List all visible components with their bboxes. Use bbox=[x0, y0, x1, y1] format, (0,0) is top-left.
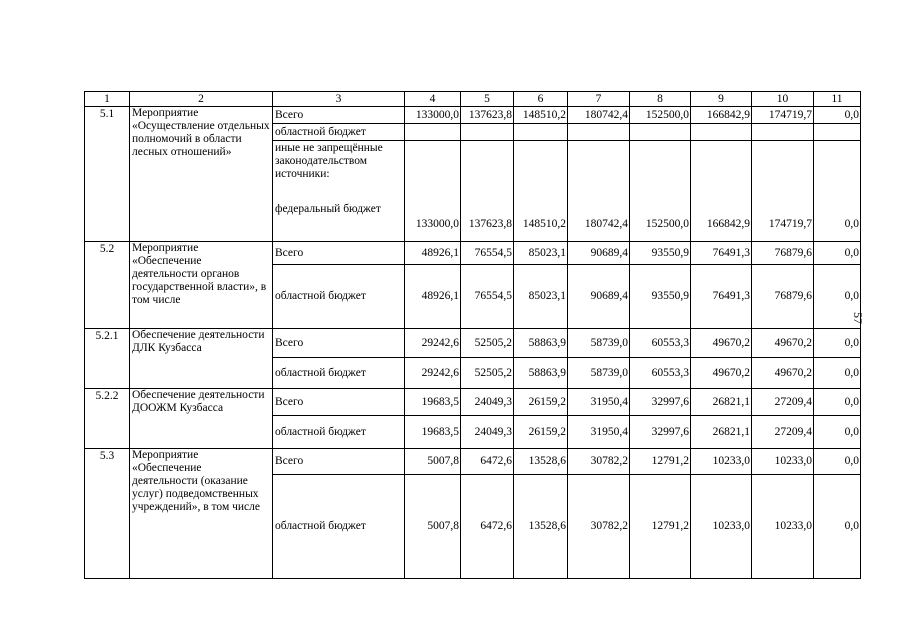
column-header: 6 bbox=[514, 92, 568, 107]
value-cell: 58863,9 bbox=[514, 329, 568, 358]
value-cell: 12791,2 bbox=[630, 449, 691, 475]
column-header: 8 bbox=[630, 92, 691, 107]
value-cell: 32997,6 bbox=[630, 389, 691, 416]
source-label: Всего bbox=[273, 329, 405, 358]
value-cell: 52505,2 bbox=[461, 358, 514, 389]
item-name: Мероприятие «Осуществление отдельных полномочий в области лесных отношений» bbox=[130, 107, 273, 242]
value-cell: 58863,9 bbox=[514, 358, 568, 389]
item-number: 5.1 bbox=[85, 107, 130, 242]
value-cell: 49670,2 bbox=[752, 329, 814, 358]
value-cell: 26159,2 bbox=[514, 416, 568, 449]
value-cell: 26821,1 bbox=[691, 389, 752, 416]
value-cell: 31950,4 bbox=[568, 416, 630, 449]
column-header: 1 bbox=[85, 92, 130, 107]
column-number-row bbox=[85, 92, 861, 107]
item-number: 5.2 bbox=[85, 242, 130, 329]
value-cell: 58739,0 bbox=[568, 358, 630, 389]
column-header: 7 bbox=[568, 92, 630, 107]
value-cell: 30782,2 bbox=[568, 475, 630, 579]
value-cell: 60553,3 bbox=[630, 358, 691, 389]
source-label: областной бюджет bbox=[273, 475, 405, 579]
value-cell: 174719,7 bbox=[752, 107, 814, 124]
budget-table bbox=[84, 91, 861, 579]
table-row bbox=[85, 329, 861, 358]
value-cell: 180742,4 bbox=[568, 141, 630, 242]
value-cell: 76491,3 bbox=[691, 242, 752, 265]
value-cell: 180742,4 bbox=[568, 107, 630, 124]
item-name: Обеспечение деятельности ДЛК Кузбасса bbox=[130, 329, 273, 389]
item-number: 5.2.2 bbox=[85, 389, 130, 449]
value-cell: 0,0 bbox=[814, 389, 861, 416]
value-cell: 152500,0 bbox=[630, 141, 691, 242]
table-row bbox=[85, 107, 861, 124]
value-cell bbox=[630, 124, 691, 141]
value-cell: 26821,1 bbox=[691, 416, 752, 449]
column-header: 4 bbox=[405, 92, 461, 107]
value-cell: 5007,8 bbox=[405, 475, 461, 579]
value-cell: 76554,5 bbox=[461, 242, 514, 265]
source-label: Всего bbox=[273, 107, 405, 124]
value-cell: 0,0 bbox=[814, 329, 861, 358]
value-cell: 10233,0 bbox=[752, 475, 814, 579]
page-number: 57 bbox=[851, 312, 865, 324]
value-cell: 6472,6 bbox=[461, 449, 514, 475]
value-cell: 30782,2 bbox=[568, 449, 630, 475]
value-cell: 166842,9 bbox=[691, 141, 752, 242]
value-cell: 27209,4 bbox=[752, 389, 814, 416]
value-cell: 5007,8 bbox=[405, 449, 461, 475]
value-cell: 0,0 bbox=[814, 107, 861, 124]
value-cell: 0,0 bbox=[814, 475, 861, 579]
value-cell: 85023,1 bbox=[514, 242, 568, 265]
value-cell: 148510,2 bbox=[514, 141, 568, 242]
source-label: областной бюджет bbox=[273, 416, 405, 449]
value-cell: 174719,7 bbox=[752, 141, 814, 242]
value-cell: 52505,2 bbox=[461, 329, 514, 358]
source-label: иные не запрещённые законодательством источники: bbox=[275, 142, 383, 180]
value-cell: 137623,8 bbox=[461, 141, 514, 242]
value-cell: 48926,1 bbox=[405, 265, 461, 329]
value-cell: 29242,6 bbox=[405, 329, 461, 358]
table-row bbox=[85, 389, 861, 416]
column-header: 10 bbox=[752, 92, 814, 107]
source-group bbox=[273, 141, 405, 242]
value-cell: 137623,8 bbox=[461, 107, 514, 124]
source-label: областной бюджет bbox=[273, 358, 405, 389]
value-cell: 0,0 bbox=[814, 242, 861, 265]
value-cell bbox=[691, 124, 752, 141]
value-cell: 10233,0 bbox=[691, 475, 752, 579]
value-cell: 76879,6 bbox=[752, 265, 814, 329]
value-cell: 166842,9 bbox=[691, 107, 752, 124]
value-cell: 26159,2 bbox=[514, 389, 568, 416]
value-cell: 93550,9 bbox=[630, 265, 691, 329]
value-cell: 49670,2 bbox=[691, 358, 752, 389]
item-number: 5.3 bbox=[85, 449, 130, 579]
source-label: областной бюджет bbox=[273, 124, 405, 141]
value-cell: 148510,2 bbox=[514, 107, 568, 124]
value-cell: 76554,5 bbox=[461, 265, 514, 329]
column-header: 5 bbox=[461, 92, 514, 107]
value-cell: 0,0 bbox=[814, 265, 861, 329]
value-cell: 32997,6 bbox=[630, 416, 691, 449]
item-name: Мероприятие «Обеспечение деятельности (оказание услуг) подведомственных учреждений», в том числе bbox=[130, 449, 273, 579]
item-name: Обеспечение деятельности ДООЖМ Кузбасса bbox=[130, 389, 273, 449]
value-cell: 49670,2 bbox=[691, 329, 752, 358]
value-cell: 13528,6 bbox=[514, 449, 568, 475]
value-cell: 133000,0 bbox=[405, 107, 461, 124]
value-cell: 93550,9 bbox=[630, 242, 691, 265]
value-cell: 27209,4 bbox=[752, 416, 814, 449]
value-cell: 6472,6 bbox=[461, 475, 514, 579]
value-cell: 24049,3 bbox=[461, 389, 514, 416]
value-cell: 133000,0 bbox=[405, 141, 461, 242]
value-cell bbox=[405, 124, 461, 141]
value-cell: 10233,0 bbox=[752, 449, 814, 475]
value-cell bbox=[461, 124, 514, 141]
source-label: Всего bbox=[273, 242, 405, 265]
source-label: Всего bbox=[273, 389, 405, 416]
value-cell: 24049,3 bbox=[461, 416, 514, 449]
value-cell: 58739,0 bbox=[568, 329, 630, 358]
value-cell: 152500,0 bbox=[630, 107, 691, 124]
table-row bbox=[85, 449, 861, 475]
value-cell bbox=[514, 124, 568, 141]
value-cell: 29242,6 bbox=[405, 358, 461, 389]
source-label: Всего bbox=[273, 449, 405, 475]
value-cell: 76879,6 bbox=[752, 242, 814, 265]
value-cell: 13528,6 bbox=[514, 475, 568, 579]
value-cell bbox=[814, 124, 861, 141]
column-header: 2 bbox=[130, 92, 273, 107]
value-cell: 48926,1 bbox=[405, 242, 461, 265]
value-cell: 60553,3 bbox=[630, 329, 691, 358]
value-cell: 19683,5 bbox=[405, 389, 461, 416]
value-cell: 0,0 bbox=[814, 141, 861, 242]
source-label: федеральный бюджет bbox=[275, 203, 381, 215]
column-header: 3 bbox=[273, 92, 405, 107]
item-name: Мероприятие «Обеспечение деятельности органов государственной власти», в том числе bbox=[130, 242, 273, 329]
table-row bbox=[85, 242, 861, 265]
value-cell: 49670,2 bbox=[752, 358, 814, 389]
value-cell: 76491,3 bbox=[691, 265, 752, 329]
value-cell: 0,0 bbox=[814, 449, 861, 475]
value-cell: 85023,1 bbox=[514, 265, 568, 329]
value-cell: 19683,5 bbox=[405, 416, 461, 449]
value-cell: 0,0 bbox=[814, 358, 861, 389]
value-cell: 90689,4 bbox=[568, 242, 630, 265]
value-cell bbox=[752, 124, 814, 141]
value-cell bbox=[568, 124, 630, 141]
column-header: 9 bbox=[691, 92, 752, 107]
value-cell: 12791,2 bbox=[630, 475, 691, 579]
column-header: 11 bbox=[814, 92, 861, 107]
value-cell: 0,0 bbox=[814, 416, 861, 449]
value-cell: 10233,0 bbox=[691, 449, 752, 475]
source-label: областной бюджет bbox=[273, 265, 405, 329]
item-number: 5.2.1 bbox=[85, 329, 130, 389]
value-cell: 90689,4 bbox=[568, 265, 630, 329]
value-cell: 31950,4 bbox=[568, 389, 630, 416]
